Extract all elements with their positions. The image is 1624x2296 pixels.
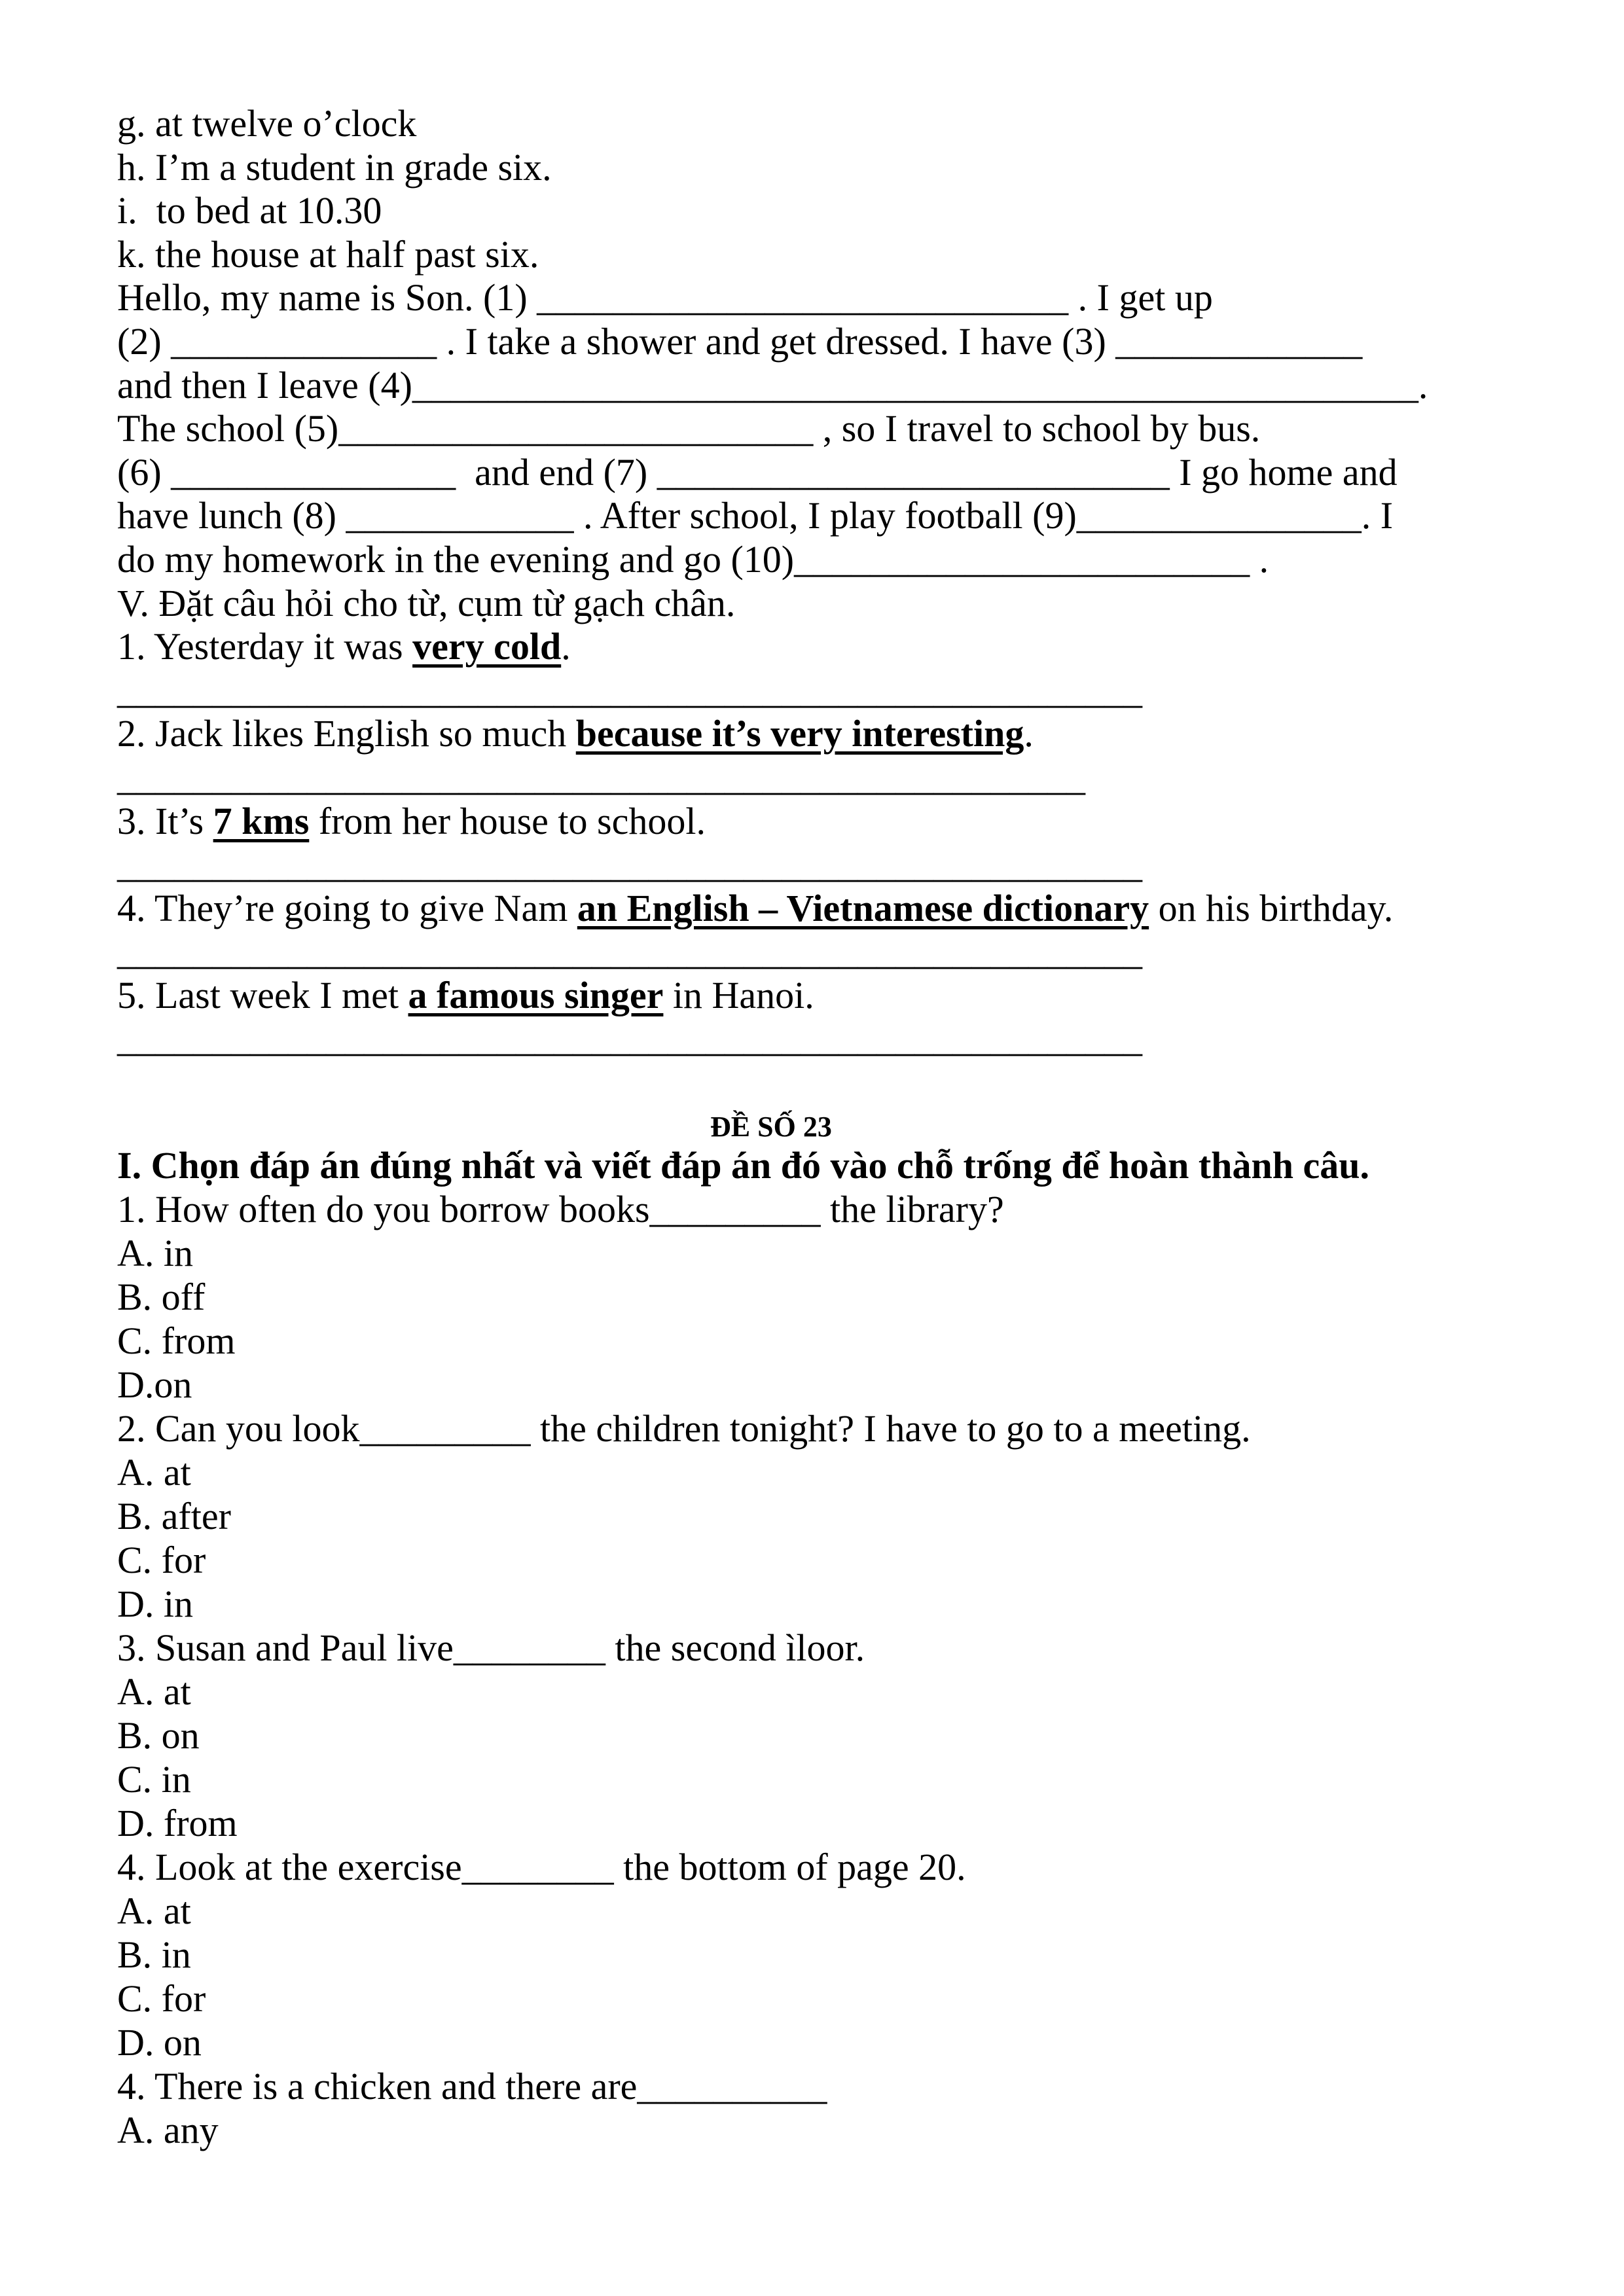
- question-3: [117, 800, 1466, 844]
- question-5: [117, 974, 1466, 1018]
- item-text: to bed at 10.30: [137, 189, 382, 232]
- question-text: .: [1024, 712, 1034, 755]
- question-4: [117, 887, 1466, 931]
- item-label: g.: [117, 102, 146, 145]
- item-text: I’m a student in grade six.: [145, 145, 552, 188]
- answer-line-2[interactable]: ___________________________________________________: [117, 755, 1085, 798]
- question-text: .: [561, 625, 571, 668]
- question-text: from her house to school.: [309, 799, 706, 842]
- question-text: 5. Last week I met: [117, 973, 408, 1016]
- question-text: 4. They’re going to give Nam: [117, 886, 577, 929]
- matching-item-i: [117, 189, 1466, 233]
- mcq-option[interactable]: C. for: [117, 1977, 206, 2020]
- mcq-option[interactable]: A. at: [117, 1890, 191, 1932]
- underlined-phrase: very cold: [412, 625, 562, 668]
- passage-line: have lunch (8) ____________ . After school, I play football (9)_______________. I: [117, 494, 1394, 537]
- mcq-stem-5: 4. There is a chicken and there are__________: [117, 2065, 827, 2108]
- matching-item-h: [117, 146, 1466, 190]
- question-text: 2. Jack likes English so much: [117, 712, 576, 755]
- exam-title: ĐỀ SỐ 23: [710, 1111, 832, 1143]
- section-i-heading: I. Chọn đáp án đúng nhất và viết đáp án đó vào chỗ trống để hoàn thành câu.: [117, 1144, 1369, 1187]
- mcq-option[interactable]: A. at: [117, 1670, 191, 1713]
- question-1: [117, 625, 1466, 669]
- mcq-option[interactable]: B. on: [117, 1714, 200, 1757]
- passage-line: do my homework in the evening and go (10)________________________ .: [117, 537, 1269, 581]
- underlined-phrase: 7 kms: [213, 799, 310, 842]
- mcq-option[interactable]: A. in: [117, 1232, 193, 1274]
- section-part-1: [117, 102, 1466, 1061]
- section-v-heading: V. Đặt câu hỏi cho từ, cụm từ gạch chân.: [117, 581, 736, 624]
- mcq-option[interactable]: B. after: [117, 1495, 231, 1537]
- question-text: 1. Yesterday it was: [117, 625, 413, 668]
- matching-item-g: [117, 102, 1466, 146]
- passage-line: Hello, my name is Son. (1) ____________________________ . I get up: [117, 276, 1213, 319]
- item-label: i.: [117, 189, 137, 232]
- mcq-option[interactable]: C. from: [117, 1319, 236, 1362]
- question-text: in Hanoi.: [663, 973, 814, 1016]
- underlined-phrase: an English – Vietnamese dictionary: [577, 886, 1149, 929]
- mcq-option[interactable]: B. in: [117, 1933, 191, 1976]
- passage-line: The school (5)_________________________ , so I travel to school by bus.: [117, 407, 1261, 450]
- item-label: h.: [117, 145, 146, 188]
- mcq-option[interactable]: A. any: [117, 2109, 219, 2151]
- matching-item-k: [117, 233, 1466, 277]
- section-i-questions: [117, 1187, 1466, 2152]
- item-label: k.: [117, 232, 146, 276]
- mcq-option[interactable]: D.on: [117, 1363, 192, 1406]
- question-text: 3. It’s: [117, 799, 213, 842]
- answer-line-3[interactable]: ______________________________________________________: [117, 843, 1142, 886]
- item-text: at twelve o’clock: [145, 102, 417, 145]
- mcq-option[interactable]: D. from: [117, 1802, 238, 1844]
- mcq-option[interactable]: D. in: [117, 1583, 193, 1625]
- mcq-option[interactable]: C. for: [117, 1539, 206, 1581]
- mcq-option[interactable]: B. off: [117, 1276, 206, 1318]
- answer-line-5[interactable]: ______________________________________________________: [117, 1017, 1142, 1060]
- answer-line-1[interactable]: ______________________________________________________: [117, 668, 1142, 711]
- mcq-option[interactable]: C. in: [117, 1758, 191, 1801]
- question-text: on his birthday.: [1149, 886, 1394, 929]
- mcq-option[interactable]: A. at: [117, 1451, 191, 1494]
- mcq-stem-4: 4. Look at the exercise________ the bottom of page 20.: [117, 1846, 966, 1888]
- item-text: the house at half past six.: [145, 232, 539, 276]
- passage-line: (6) _______________ and end (7) ___________________________ I go home and: [117, 450, 1398, 493]
- answer-line-4[interactable]: ______________________________________________________: [117, 930, 1142, 973]
- passage-line: and then I leave (4)_____________________________________________________.: [117, 363, 1428, 406]
- mcq-stem-1: 1. How often do you borrow books_________ the library?: [117, 1188, 1004, 1230]
- underlined-phrase: because it’s very interesting: [575, 712, 1024, 755]
- passage-line: (2) ______________ . I take a shower and get dressed. I have (3) _____________: [117, 319, 1363, 363]
- mcq-stem-2: 2. Can you look_________ the children tonight? I have to go to a meeting.: [117, 1407, 1251, 1450]
- underlined-phrase: a famous singer: [408, 973, 664, 1016]
- question-2: [117, 712, 1466, 756]
- mcq-option[interactable]: D. on: [117, 2021, 202, 2064]
- mcq-stem-3: 3. Susan and Paul live________ the second ìloor.: [117, 1626, 865, 1669]
